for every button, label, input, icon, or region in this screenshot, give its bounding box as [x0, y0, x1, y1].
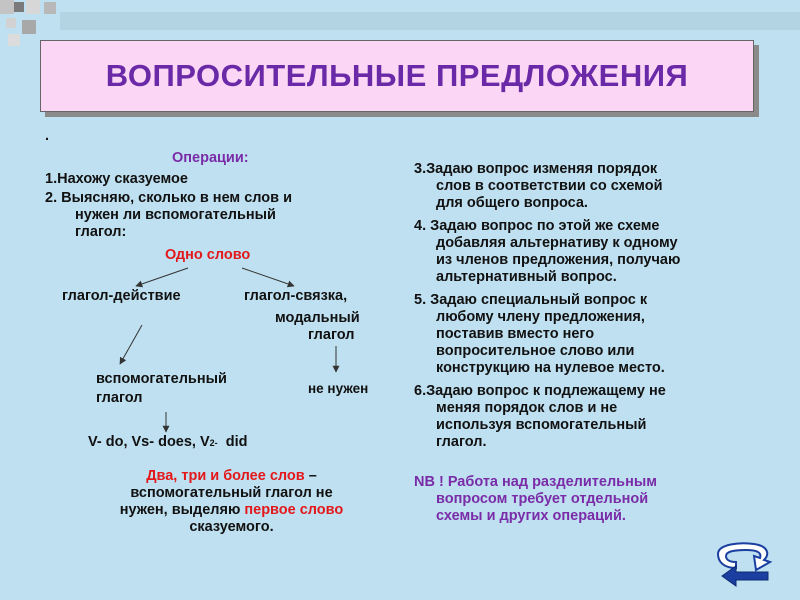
first-word-highlight: первое слово: [244, 502, 344, 518]
step-2-line2: нужен ли вспомогательный: [75, 207, 276, 223]
nb-line1: NB ! Работа над разделительным: [414, 474, 657, 490]
step-4-line1: 4. Задаю вопрос по этой же схеме: [414, 218, 660, 234]
auxiliary-label-line1: вспомогательный: [96, 371, 227, 387]
step-5-line4: вопросительное слово или: [436, 343, 635, 359]
step-2-line1: 2. Выясняю, сколько в нем слов и: [45, 190, 292, 206]
multi-word-line3-pre: нужен, выделяю: [119, 502, 245, 518]
formula-main: V- do, Vs- does, V: [88, 434, 210, 450]
one-word-label: Одно слово: [165, 247, 251, 263]
step-6: [414, 383, 764, 451]
step-4-line2: добавляя альтернативу к одному: [436, 235, 678, 251]
multi-word-rest: –: [304, 468, 317, 484]
steps-right-column: [414, 161, 764, 525]
step-3-line1: 3.Задаю вопрос изменяя порядок: [414, 161, 658, 177]
step-5-line5: конструкцию на нулевое место.: [436, 360, 665, 376]
step-4: [414, 218, 764, 286]
multi-word-red: Два, три и более слов: [146, 468, 305, 484]
step-3: [414, 161, 764, 212]
arrow-to-auxiliary: [120, 325, 142, 364]
nb-line2: вопросом требует отдельной: [436, 491, 649, 507]
step-5: [414, 292, 764, 377]
step-4-line4: альтернативный вопрос.: [436, 269, 617, 285]
step-5-line1: 5. Задаю специальный вопрос к: [414, 292, 648, 308]
verb-link-label: глагол-связка,: [244, 288, 348, 304]
title-banner: [40, 40, 754, 112]
step-6-line4: глагол.: [436, 434, 487, 450]
nb-line3: схемы и других операций.: [436, 508, 626, 524]
step-5-line3: поставив вместо него: [436, 326, 595, 342]
verb-action-label: глагол-действие: [62, 288, 181, 304]
step-6-line1: 6.Задаю вопрос к подлежащему не: [414, 383, 666, 399]
not-needed-label: не нужен: [308, 381, 369, 396]
step-1: 1.Нахожу сказуемое: [45, 171, 188, 187]
multi-word-line3: [0, 502, 463, 519]
multi-word-line4: сказуемого.: [189, 519, 274, 535]
step-4-line3: из членов предложения, получаю: [436, 252, 681, 268]
step-6-line2: меняя порядок слов и не: [436, 400, 618, 416]
step-2-line3: глагол:: [75, 224, 127, 240]
nb-note: [414, 474, 764, 525]
modal-label-line2: глагол: [308, 327, 355, 343]
operations-heading: Операции:: [172, 150, 249, 166]
modal-label-line1: модальный: [275, 310, 360, 326]
formula-end: did: [217, 434, 248, 450]
top-bar: [60, 12, 800, 30]
formula-subscript: 2-: [209, 438, 218, 448]
multi-word-line2: вспомогательный глагол не: [130, 485, 333, 501]
step-6-line3: используя вспомогательный: [436, 417, 647, 433]
page-title: ВОПРОСИТЕЛЬНЫЕ ПРЕДЛОЖЕНИЯ: [105, 58, 689, 93]
formula: [88, 434, 248, 452]
back-arrow-icon[interactable]: [720, 563, 772, 589]
step-5-line2: любому члену предложения,: [436, 309, 645, 325]
multi-word-line1: [0, 468, 463, 485]
step-3-line2: слов в соответствии со схемой: [436, 178, 663, 194]
arrow-to-verb-action: [136, 268, 188, 286]
step-3-line3: для общего вопроса.: [436, 195, 588, 211]
bullet-dot: .: [45, 128, 50, 144]
arrow-to-verb-link: [242, 268, 294, 286]
auxiliary-label-line2: глагол: [96, 390, 143, 406]
